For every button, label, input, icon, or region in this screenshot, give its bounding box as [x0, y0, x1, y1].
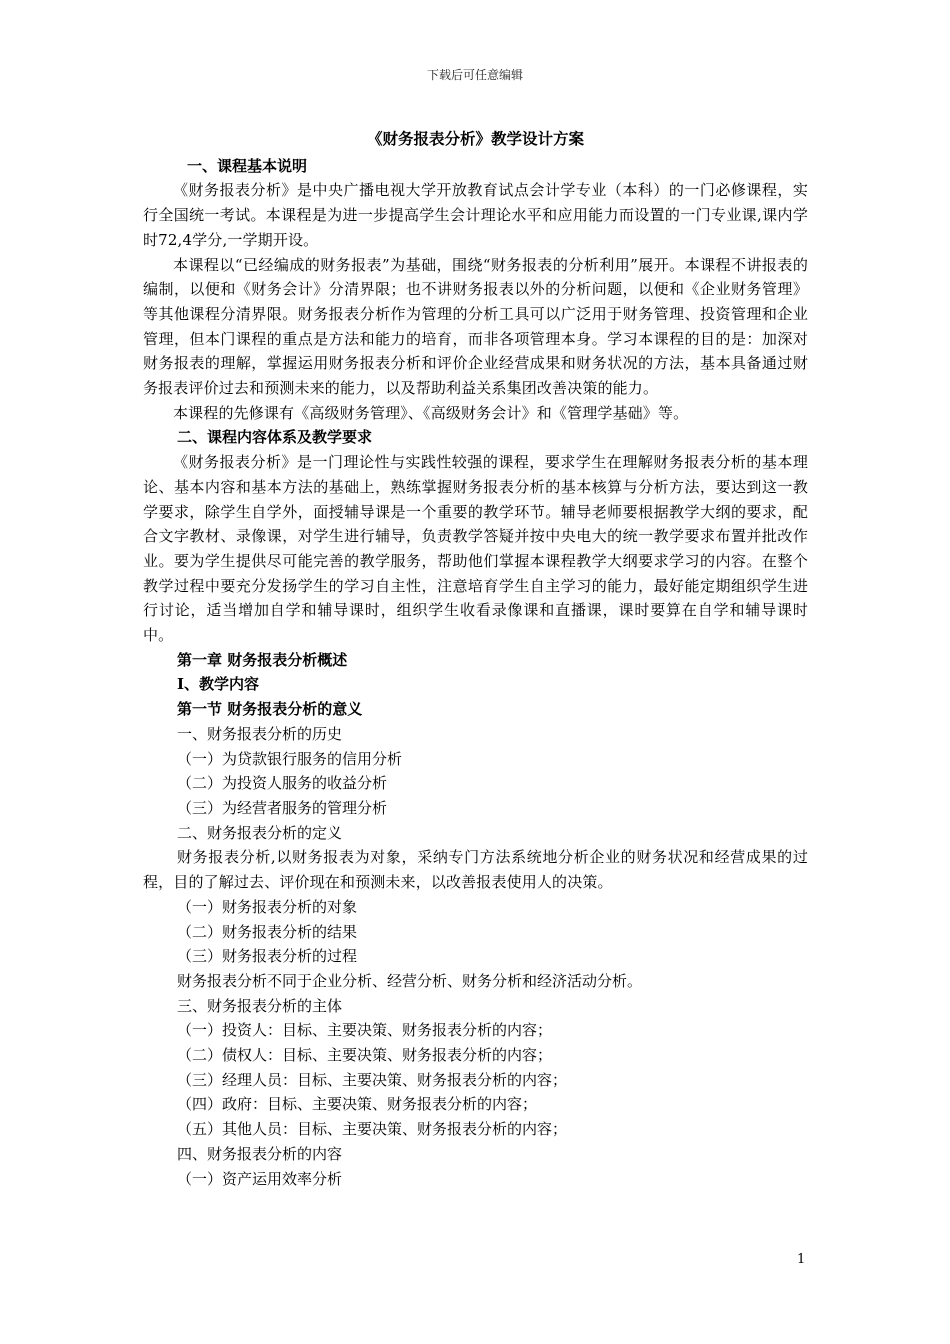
- subheading-teaching-content: Ⅰ、教学内容: [177, 675, 260, 694]
- list-item: （四）政府：目标、主要决策、财务报表分析的内容；: [177, 1095, 538, 1114]
- document-title: 《财务报表分析》教学设计方案: [366, 129, 584, 148]
- list-item: 一、财务报表分析的历史: [177, 724, 343, 743]
- document-body: [143, 127, 808, 1191]
- list-item: （二）为投资人服务的收益分析: [177, 774, 388, 793]
- chapter-heading: 第一章 财务报表分析概述: [177, 650, 348, 669]
- section-heading-1: 一、课程基本说明: [187, 156, 308, 175]
- list-item: （一）财务报表分析的对象: [177, 897, 358, 916]
- list-item: （一）投资人：目标、主要决策、财务报表分析的内容；: [177, 1021, 553, 1040]
- list-item: 二、财务报表分析的定义: [177, 823, 343, 842]
- download-note: 下载后可任意编辑: [426, 68, 523, 82]
- list-item: 三、财务报表分析的主体: [177, 996, 343, 1015]
- section-heading: 第一节 财务报表分析的意义: [177, 700, 363, 719]
- page-number: 1: [797, 1252, 806, 1267]
- paragraph: 《财务报表分析》是一门理论性与实践性较强的课程，要求学生在理解财务报表分析的基本理论、基本内容和基本方法的基础上，熟练掌握财务报表分析的基本核算与分析方法，要达到这一教学要求，除学生自学外，面授辅导课是一个重要的教学环节。辅导老师要根据教学大纲的要求，配合文字教材、录像课，对学生进行辅导，负责教学答疑并按中央电大的统一教学要求布置并批改作业。要为学生提供尽可能完善的教学服务，帮助他们掌握本课程教学大纲要求学习的内容。在整个教学过程中要充分发扬学生的学习自主性，注意培育学生自主学习的能力，最好能定期组织学生进行讨论，适当增加自学和辅导课时，组织学生收看录像课和直播课，课时要算在自学和辅导课时中。: [143, 453, 808, 645]
- paragraph: 财务报表分析不同于企业分析、经营分析、财务分析和经济活动分析。: [177, 971, 643, 990]
- list-item: （三）为经营者服务的管理分析: [177, 798, 388, 817]
- paragraph: 本课程以“已经编成的财务报表”为基础，围绕“财务报表的分析利用”展开。本课程不讲报表的编制，以便和《财务会计》分清界限；也不讲财务报表以外的分析问题，以便和《企业财务管理》等其他课程分清界限。财务报表分析作为管理的分析工具可以广泛用于财务管理、投资管理和企业管理，但本门课程的重点是方法和能力的培育，而非各项管理本身。学习本课程的目的是：加深对财务报表的理解，掌握运用财务报表分析和评价企业经营成果和财务状况的方法，基本具备通过财务报表评价过去和预测未来的能力，以及帮助利益关系集团改善决策的能力。: [143, 255, 808, 398]
- section-heading-2: 二、课程内容体系及教学要求: [177, 428, 373, 447]
- list-item: （一）资产运用效率分析: [177, 1169, 343, 1188]
- list-item: （三）经理人员：目标、主要决策、财务报表分析的内容；: [177, 1070, 568, 1089]
- paragraph: 财务报表分析,以财务报表为对象，采纳专门方法系统地分析企业的财务状况和经营成果的过程，目的了解过去、评价现在和预测未来，以改善报表使用人的决策。: [143, 848, 808, 892]
- paragraph: 《财务报表分析》是中央广播电视大学开放教育试点会计学专业（本科）的一门必修课程，实行全国统一考试。本课程是为进一步提高学生会计理论水平和应用能力而设置的一门专业课,课内学时72,4学分,一学期开设。: [143, 181, 808, 249]
- list-item: （二）债权人：目标、主要决策、财务报表分析的内容；: [177, 1046, 553, 1065]
- list-item: （二）财务报表分析的结果: [177, 922, 358, 941]
- list-item: （三）财务报表分析的过程: [177, 947, 358, 966]
- paragraph: 本课程的先修课有《高级财务管理》、《高级财务会计》和《管理学基础》等。: [173, 403, 689, 422]
- list-item: （一）为贷款银行服务的信用分析: [177, 749, 403, 768]
- list-item: （五）其他人员：目标、主要决策、财务报表分析的内容；: [177, 1120, 568, 1139]
- list-item: 四、财务报表分析的内容: [177, 1144, 343, 1163]
